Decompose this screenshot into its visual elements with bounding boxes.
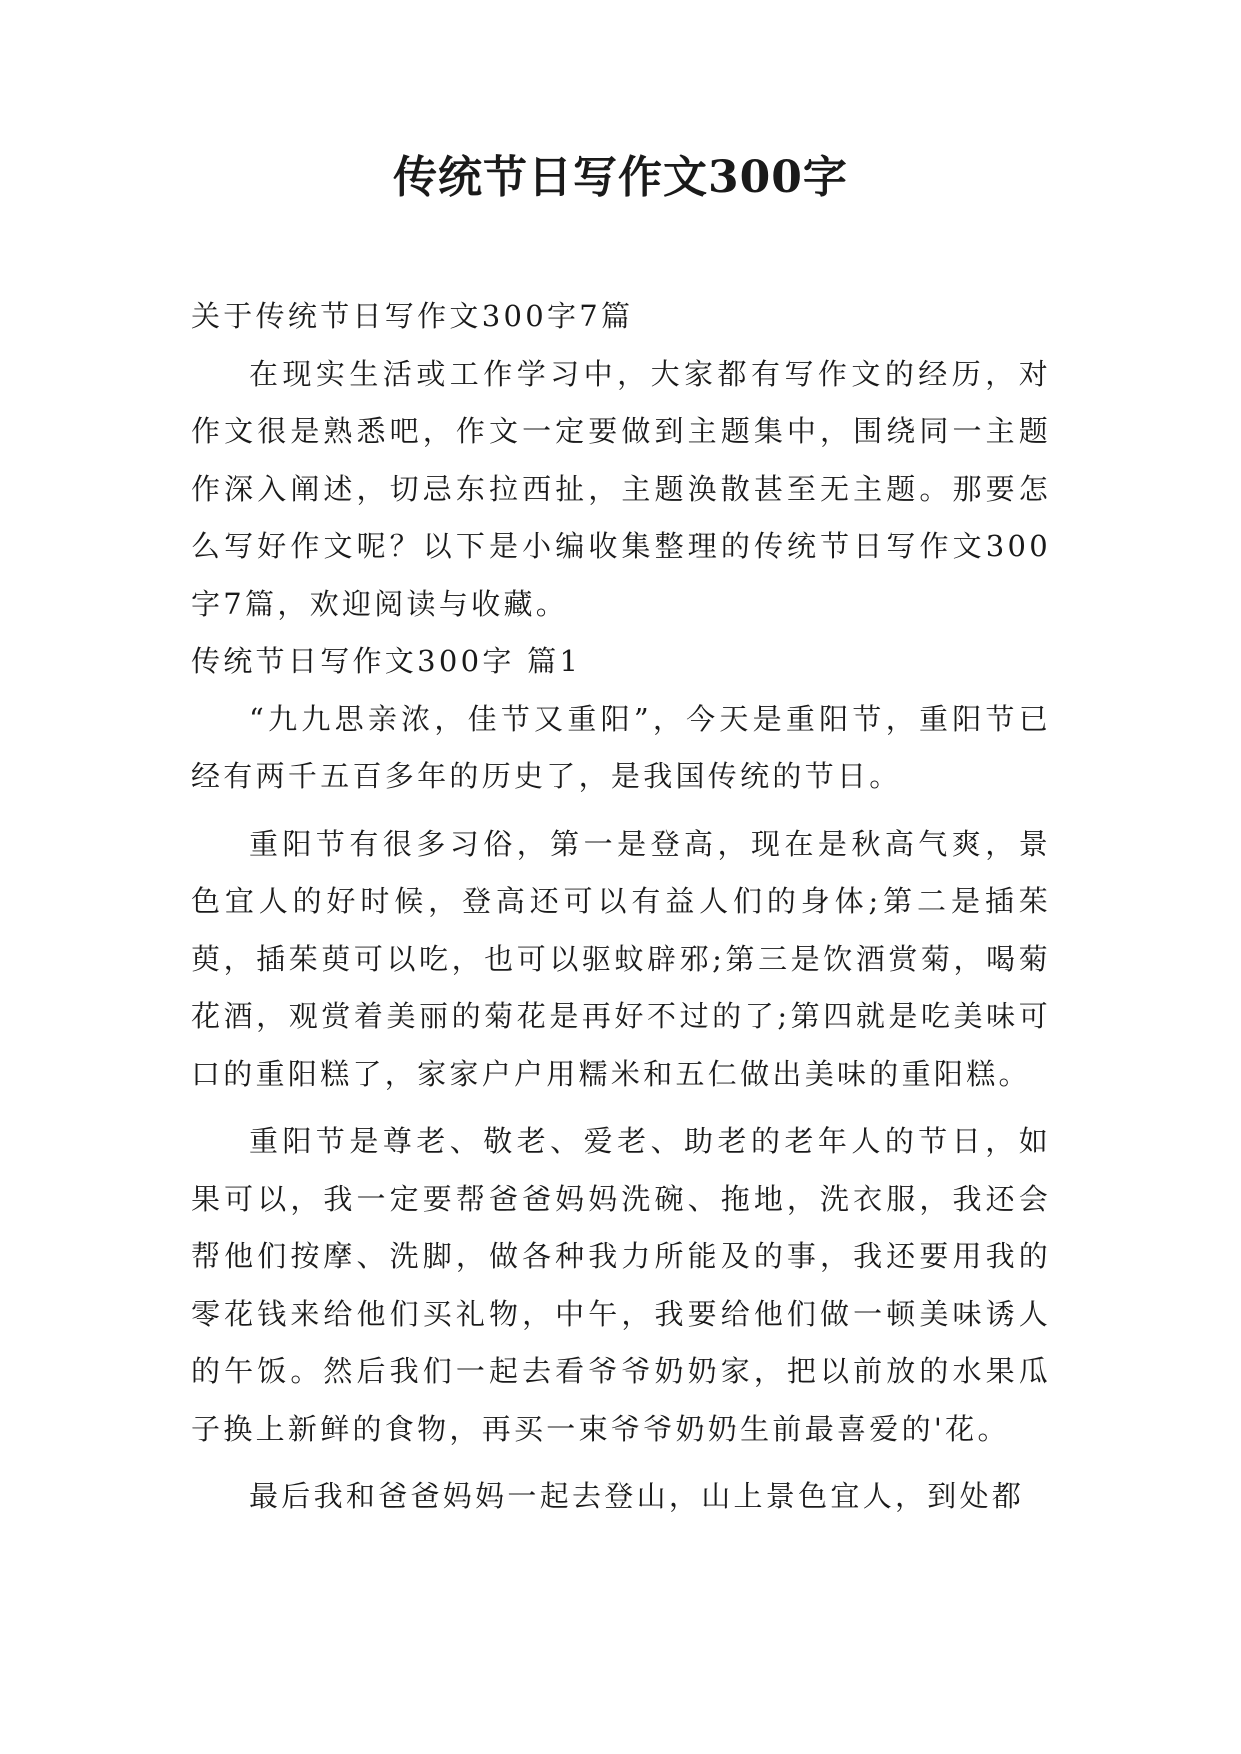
- body-paragraph: 重阳节有很多习俗，第一是登高，现在是秋高气爽，景色宜人的好时候，登高还可以有益人们的身体;第二是插茱萸，插茱萸可以吃，也可以驱蚊辟邪;第三是饮酒赏菊，喝菊花酒，观赏着美丽的菊花是再好不过的了;第四就是吃美味可口的重阳糕了，家家户户用糯米和五仁做出美味的重阳糕。: [191, 826, 1051, 1091]
- body-paragraph: 重阳节是尊老、敬老、爱老、助老的老年人的节日，如果可以，我一定要帮爸爸妈妈洗碗、拖地，洗衣服，我还会帮他们按摩、洗脚，做各种我力所能及的事，我还要用我的零花钱来给他们买礼物，中午，我要给他们做一顿美味诱人的午饭。然后我们一起去看爷爷奶奶家，把以前放的水果瓜子换上新鲜的食物，再买一束爷爷奶奶生前最喜爱的'花。: [191, 1124, 1051, 1446]
- document-title: 传统节日写作文300字: [393, 152, 848, 203]
- document-body: [191, 288, 1051, 1526]
- section-heading: 传统节日写作文300字 篇1: [191, 644, 582, 678]
- body-paragraph: 最后我和爸爸妈妈一起去登山，山上景色宜人，到处都: [249, 1479, 1025, 1513]
- document-subtitle: 关于传统节日写作文300字7篇: [191, 299, 634, 333]
- intro-paragraph: 在现实生活或工作学习中，大家都有写作文的经历，对作文很是熟悉吧，作文一定要做到主题集中，围绕同一主题作深入阐述，切忌东拉西扯，主题涣散甚至无主题。那要怎么写好作文呢？以下是小编收集整理的传统节日写作文300字7篇，欢迎阅读与收藏。: [191, 356, 1051, 621]
- body-paragraph: “九九思亲浓，佳节又重阳”，今天是重阳节，重阳节已经有两千五百多年的历史了，是我国传统的节日。: [191, 701, 1051, 793]
